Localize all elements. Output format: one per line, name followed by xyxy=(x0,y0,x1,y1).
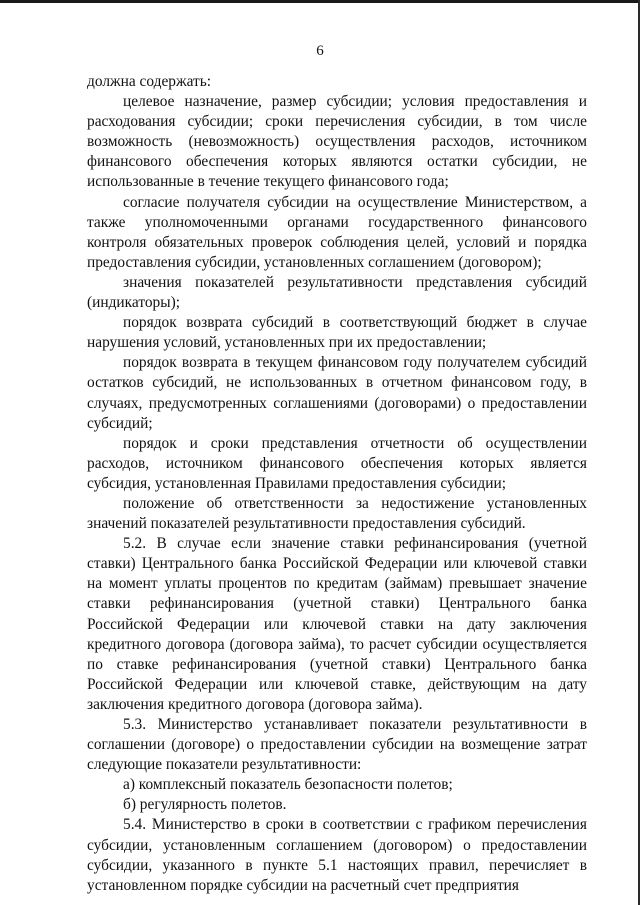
list-item: а) комплексный показатель безопасности полетов; xyxy=(123,776,453,794)
document-body xyxy=(87,72,587,896)
paragraph: 5.3. Министерство устанавливает показатели результативности в соглашении (договоре) о предоставлении субсидии на возмещение затрат следующие показатели результативности: xyxy=(87,716,587,774)
paragraph: порядок и сроки представления отчетности об осуществлении расходов, источником финансового обеспечения которых является субсидия, установленная Правилами предоставления субсидии; xyxy=(87,434,587,492)
paragraph: порядок возврата в текущем финансовом году получателем субсидий остатков субсидий, не использованных в отчетном финансовом году, в случаях, предусмотренных соглашениями (договорами) о предоставлении субсидий; xyxy=(87,354,587,432)
paragraph: должна содержать: xyxy=(87,73,212,90)
paragraph: 5.4. Министерство в сроки в соответствии с графиком перечисления субсидии, установленным соглашением (договором) о предоставлении субсидии, указанного в пункте 5.1 настоящих правил, перечисляет в установленном порядке субсидии на расчетный счет предприятия xyxy=(87,816,587,894)
paragraph: значения показателей результативности представления субсидий (индикаторы); xyxy=(87,273,587,312)
list-item: б) регулярность полетов. xyxy=(123,796,287,814)
scan-top-edge xyxy=(0,0,640,3)
page-number: 6 xyxy=(316,43,324,59)
paragraph: порядок возврата субсидий в соответствующий бюджет в случае нарушения условий, установленных при их предоставлении; xyxy=(87,314,587,352)
paragraph: положение об ответственности за недостижение установленных значений показателей результативности предоставления субсидий. xyxy=(87,494,587,533)
paragraph: 5.2. В случае если значение ставки рефинансирования (учетной ставки) Центрального банка Российской Федерации или ключевой ставки на момент уплаты процентов по кредитам (займам) превышает значение ставки рефинансирования (учетной ставки) Центрального банка Российской Федерации или ключевой ставки на дату заключения кредитного договора (договора займа), то расчет субсидии осуществляется по ставке рефинансирования (учетной ставки) Центрального банка Российской Федерации или ключевой ставке, действующим на дату заключения кредитного договора (договора займа). xyxy=(87,535,587,713)
paragraph: согласие получателя субсидии на осуществление Министерством, а также уполномоченными органами государственного финансового контроля обязательных проверок соблюдения целей, условий и порядка предоставления субсидии, установленных соглашением (договором); xyxy=(87,193,587,271)
paragraph: целевое назначение, размер субсидии; условия предоставления и расходования субсидии; сроки перечисления субсидии, в том числе возможность (невозможность) осуществления расходов, источником финансового обеспечения которых являются остатки субсидии, не использованные в течение текущего финансового года; xyxy=(87,93,587,191)
